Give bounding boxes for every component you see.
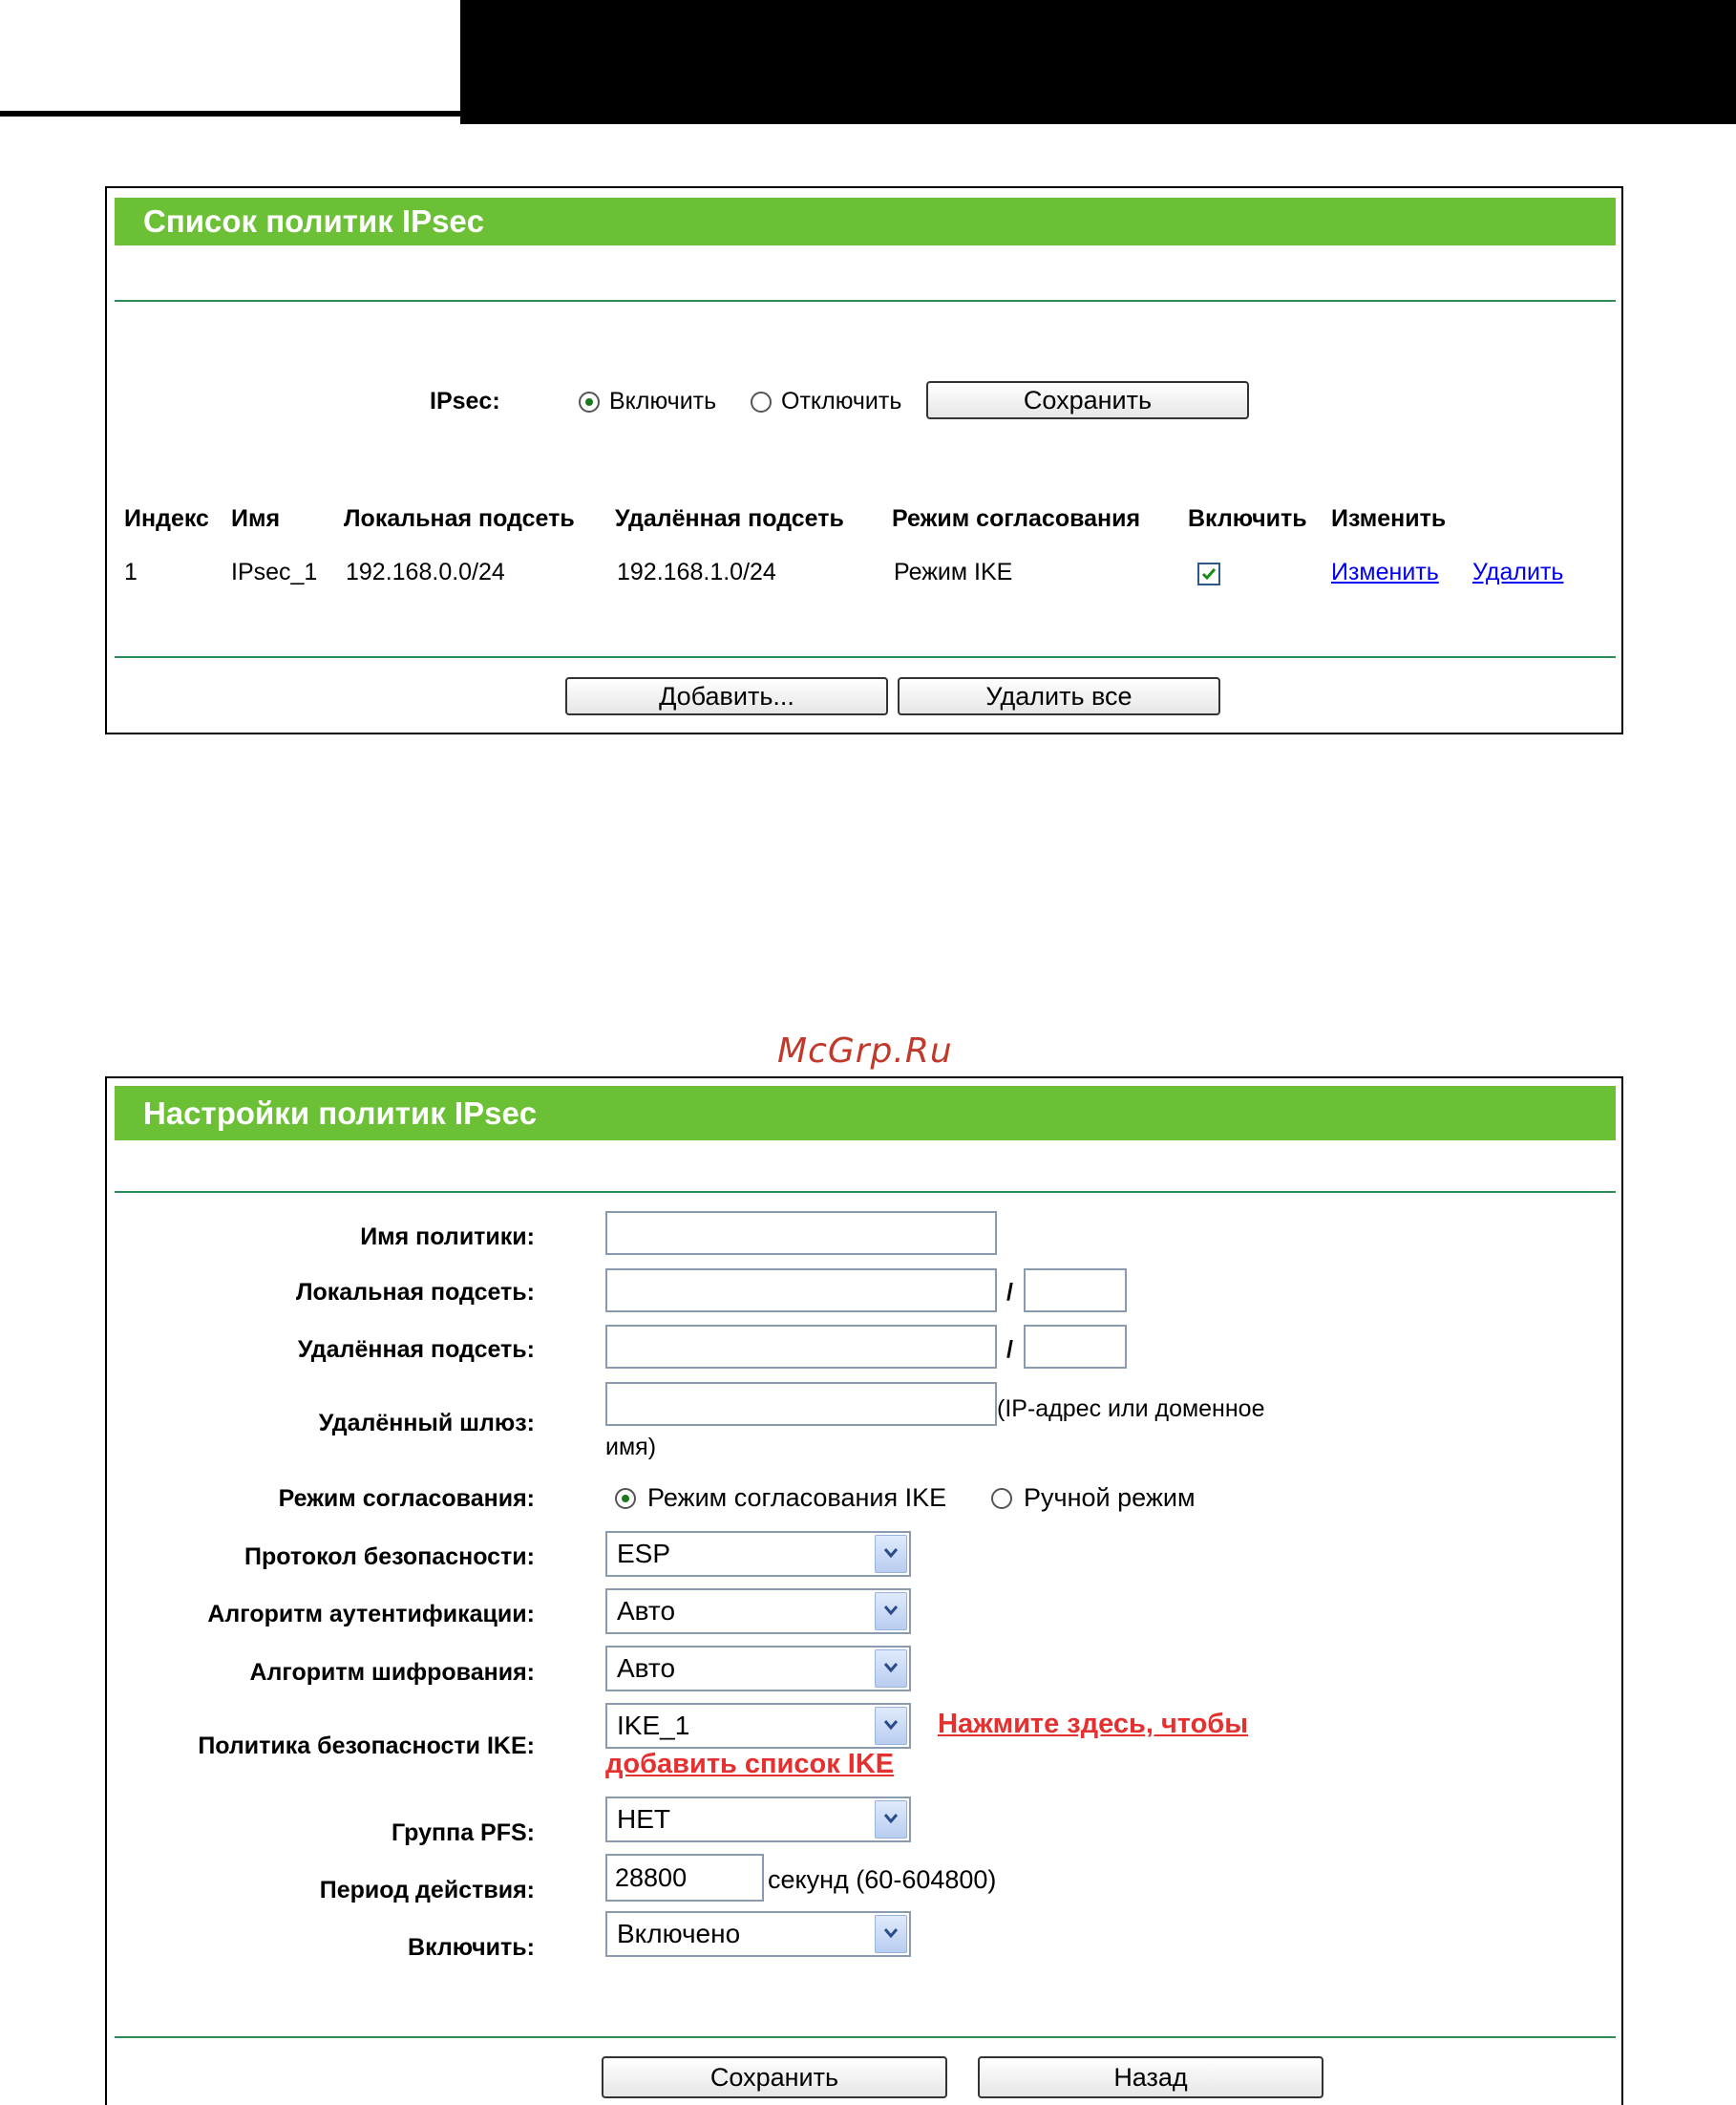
auth-algorithm-label: Алгоритм аутентификации: (207, 1601, 535, 1627)
column-local-subnet: Локальная подсеть (344, 505, 575, 532)
ipsec-save-button[interactable]: Сохранить (926, 381, 1249, 419)
add-button[interactable]: Добавить... (565, 677, 888, 715)
ipsec-enable-radio[interactable] (579, 392, 600, 413)
policy-name-input[interactable] (605, 1211, 997, 1255)
add-ike-link[interactable]: Нажмите здесь, чтобы (938, 1709, 1248, 1739)
lifetime-label: Период действия: (319, 1877, 535, 1903)
chevron-down-icon (875, 1800, 907, 1839)
remote-gateway-hint: (IP-адрес или доменное (997, 1395, 1265, 1422)
column-negotiation-mode: Режим согласования (892, 505, 1141, 532)
remote-subnet-slash: / (1006, 1336, 1013, 1363)
pfs-group-label: Группа PFS: (391, 1819, 535, 1846)
row-name: IPsec_1 (231, 559, 318, 585)
negotiation-manual-label: Ручной режим (1024, 1483, 1196, 1512)
ipsec-list-panel (105, 186, 1623, 734)
auth-algorithm-select[interactable] (605, 1588, 911, 1634)
ipsec-enable-label: Включить (609, 388, 717, 415)
local-subnet-label: Локальная подсеть: (295, 1279, 535, 1306)
row-enable-checkbox[interactable] (1197, 563, 1220, 585)
ipsec-disable-label: Отключить (781, 388, 902, 415)
row-remote-subnet: 192.168.1.0/24 (617, 559, 776, 585)
back-button[interactable]: Назад (978, 2056, 1323, 2098)
negotiation-mode-label: Режим согласования: (278, 1485, 535, 1512)
divider (115, 300, 1616, 302)
ike-policy-value: IKE_1 (617, 1711, 690, 1740)
local-subnet-ip-input[interactable] (605, 1268, 997, 1312)
remote-gateway-hint-cont: имя) (605, 1434, 657, 1460)
ike-policy-select[interactable] (605, 1703, 911, 1749)
local-subnet-slash: / (1006, 1279, 1013, 1306)
delete-all-button[interactable]: Удалить все (898, 677, 1220, 715)
encryption-algorithm-value: Авто (617, 1653, 676, 1683)
row-local-subnet: 192.168.0.0/24 (346, 559, 505, 585)
remote-subnet-label: Удалённая подсеть: (297, 1336, 535, 1363)
negotiation-ike-radio[interactable] (615, 1488, 636, 1509)
divider (115, 656, 1616, 658)
chevron-down-icon (875, 1592, 907, 1630)
enable-value: Включено (617, 1919, 741, 1948)
enable-label: Включить: (408, 1934, 535, 1961)
divider (115, 1191, 1616, 1193)
encryption-algorithm-select[interactable] (605, 1646, 911, 1691)
pfs-group-select[interactable] (605, 1797, 911, 1842)
ipsec-settings-panel (105, 1076, 1623, 2105)
watermark: McGrp.Ru (777, 1031, 953, 1071)
panel-title: Список политик IPsec (115, 198, 1616, 245)
chevron-down-icon (875, 1535, 907, 1573)
auth-algorithm-value: Авто (617, 1596, 676, 1626)
ipsec-disable-radio[interactable] (751, 392, 772, 413)
pfs-group-value: НЕТ (617, 1804, 670, 1834)
chevron-down-icon (875, 1707, 907, 1745)
column-remote-subnet: Удалённая подсеть (615, 505, 844, 532)
column-index: Индекс (124, 505, 209, 532)
negotiation-ike-label: Режим согласования IKE (647, 1483, 947, 1512)
lifetime-input[interactable] (605, 1854, 764, 1902)
remote-subnet-ip-input[interactable] (605, 1325, 997, 1369)
remote-subnet-mask-input[interactable] (1024, 1325, 1127, 1369)
check-icon (1200, 565, 1217, 583)
remote-gateway-label: Удалённый шлюз: (318, 1410, 535, 1436)
column-edit: Изменить (1331, 505, 1447, 532)
add-ike-link-cont[interactable]: добавить список IKE (605, 1749, 895, 1779)
lifetime-hint: секунд (60-604800) (768, 1865, 997, 1894)
enable-select[interactable] (605, 1911, 911, 1957)
chevron-down-icon (875, 1915, 907, 1953)
settings-save-button[interactable]: Сохранить (602, 2056, 947, 2098)
ipsec-label: IPsec: (430, 388, 500, 415)
row-edit-link[interactable]: Изменить (1331, 559, 1439, 585)
row-delete-link[interactable]: Удалить (1472, 559, 1564, 585)
row-mode: Режим IKE (894, 559, 1013, 585)
column-name: Имя (231, 505, 281, 532)
chevron-down-icon (875, 1649, 907, 1688)
remote-gateway-input[interactable] (605, 1382, 997, 1426)
row-index: 1 (124, 559, 138, 585)
security-protocol-select[interactable] (605, 1531, 911, 1577)
divider (115, 2036, 1616, 2038)
panel-title: Настройки политик IPsec (115, 1086, 1616, 1140)
local-subnet-mask-input[interactable] (1024, 1268, 1127, 1312)
encryption-algorithm-label: Алгоритм шифрования: (249, 1659, 535, 1686)
negotiation-manual-radio[interactable] (991, 1488, 1012, 1509)
policy-name-label: Имя политики: (360, 1223, 535, 1250)
top-bar-right (460, 0, 1736, 124)
column-enable: Включить (1188, 505, 1307, 532)
security-protocol-label: Протокол безопасности: (244, 1543, 535, 1570)
top-bar-left (0, 0, 460, 117)
security-protocol-value: ESP (617, 1539, 671, 1568)
ike-policy-label: Политика безопасности IKE: (198, 1733, 535, 1759)
